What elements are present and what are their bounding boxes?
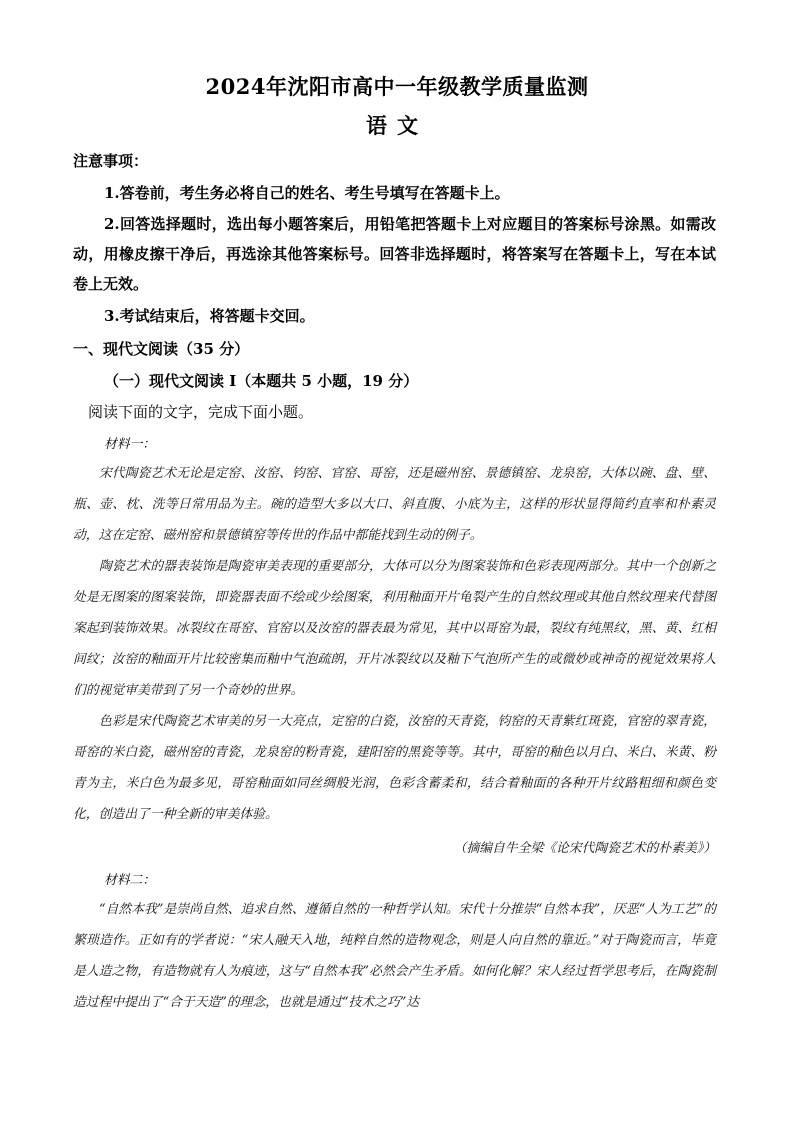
material-2-label: 材料二： [104,873,156,888]
notice-item-3: 3.考试结束后，将答题卡交回。 [104,307,315,325]
material-1-paragraph-1: 宋代陶瓷艺术无论是定窑、汝窑、钧窑、官窑、哥窑，还是磁州窑、景德镇窑、龙泉窑，大体以碗、盘、壁、瓶、壶、枕、洗等日常用品为主。碗的造型大多以大口、斜直腹、小底为主，这样的形状显得简约直率和朴素灵动，这在定窑、磁州窑和景德镇窑等传世的作品中都能找到生动的例子。 [73,466,716,543]
material-1-source: （摘编自牛全梁《论宋代陶瓷艺术的朴素美》） [453,841,716,856]
notice-heading: 注意事项： [73,152,149,170]
material-1-paragraph-2: 陶瓷艺术的器表装饰是陶瓷审美表现的重要部分，大体可以分为图案装饰和色彩表现两部分。其中一个创新之处是无图案的图案装饰，即瓷器表面不绘或少绘图案，利用釉面开片龟裂产生的自然纹理或其他自然纹理来代替图案起到装饰效果。冰裂纹在哥窑、官窑以及汝窑的器表最为常见，其中以哥窑为最，裂纹有纯黑纹，黑、黄、红相间纹；汝窑的釉面开片比较密集而釉中气泡疏朗，开片冰裂纹以及釉下气泡所产生的或微妙或神奇的视觉效果将人们的视觉审美带到了另一个奇妙的世界。 [73,559,716,698]
notice-item-2: 2.回答选择题时，选出每小题答案后，用铅笔把答题卡上对应题目的答案标号涂黑。如需改动，用橡皮擦干净后，再选涂其他答案标号。回答非选择题时，将答案写在答题卡上，写在本试卷上无效。 [73,215,716,293]
subject-title: 语文 [366,113,428,138]
exam-title: 2024年沈阳市高中一年级教学质量监测 [205,74,589,99]
material-1-paragraph-3: 色彩是宋代陶瓷艺术审美的另一大亮点，定窑的白瓷，汝窑的天青瓷，钧窑的天青紫红斑瓷，官窑的翠青瓷，哥窑的米白瓷，磁州窑的青瓷，龙泉窑的粉青瓷，建阳窑的黑瓷等等。其中，哥窑的釉色以月白、米白、米黄、粉青为主，米白色为最多见，哥窑釉面如同丝绸般光润，色彩含蓄柔和，结合着釉面的各种开片纹路粗细和颜色变化，创造出了一种全新的审美体验。 [73,714,716,822]
notice-item-1: 1.答卷前，考生务必将自己的姓名、考生号填写在答题卡上。 [104,184,510,202]
subsection-heading: （一）现代文阅读 I（本题共 5 小题，19 分） [104,372,419,390]
material-1-label: 材料一： [104,437,156,452]
section-heading: 一、现代文阅读（35 分） [73,340,250,358]
material-2-paragraph-1: “自然本我”是崇尚自然、追求自然、遵循自然的一种哲学认知。宋代十分推崇“自然本我”，厌恶“人为工艺”的繁琐造作。正如有的学者说：“宋人融天入地，纯粹自然的造物观念，则是人向自然的靠近。”对于陶瓷而言，毕竟是人造之物，有造物就有人为痕迹，这与“自然本我”必然会产生矛盾。如何化解？宋人经过哲学思考后，在陶瓷制造过程中提出了“合于天造”的理念，也就是通过“技术之巧”达 [73,902,716,1010]
reading-instruction: 阅读下面的文字，完成下面小题。 [88,403,314,421]
